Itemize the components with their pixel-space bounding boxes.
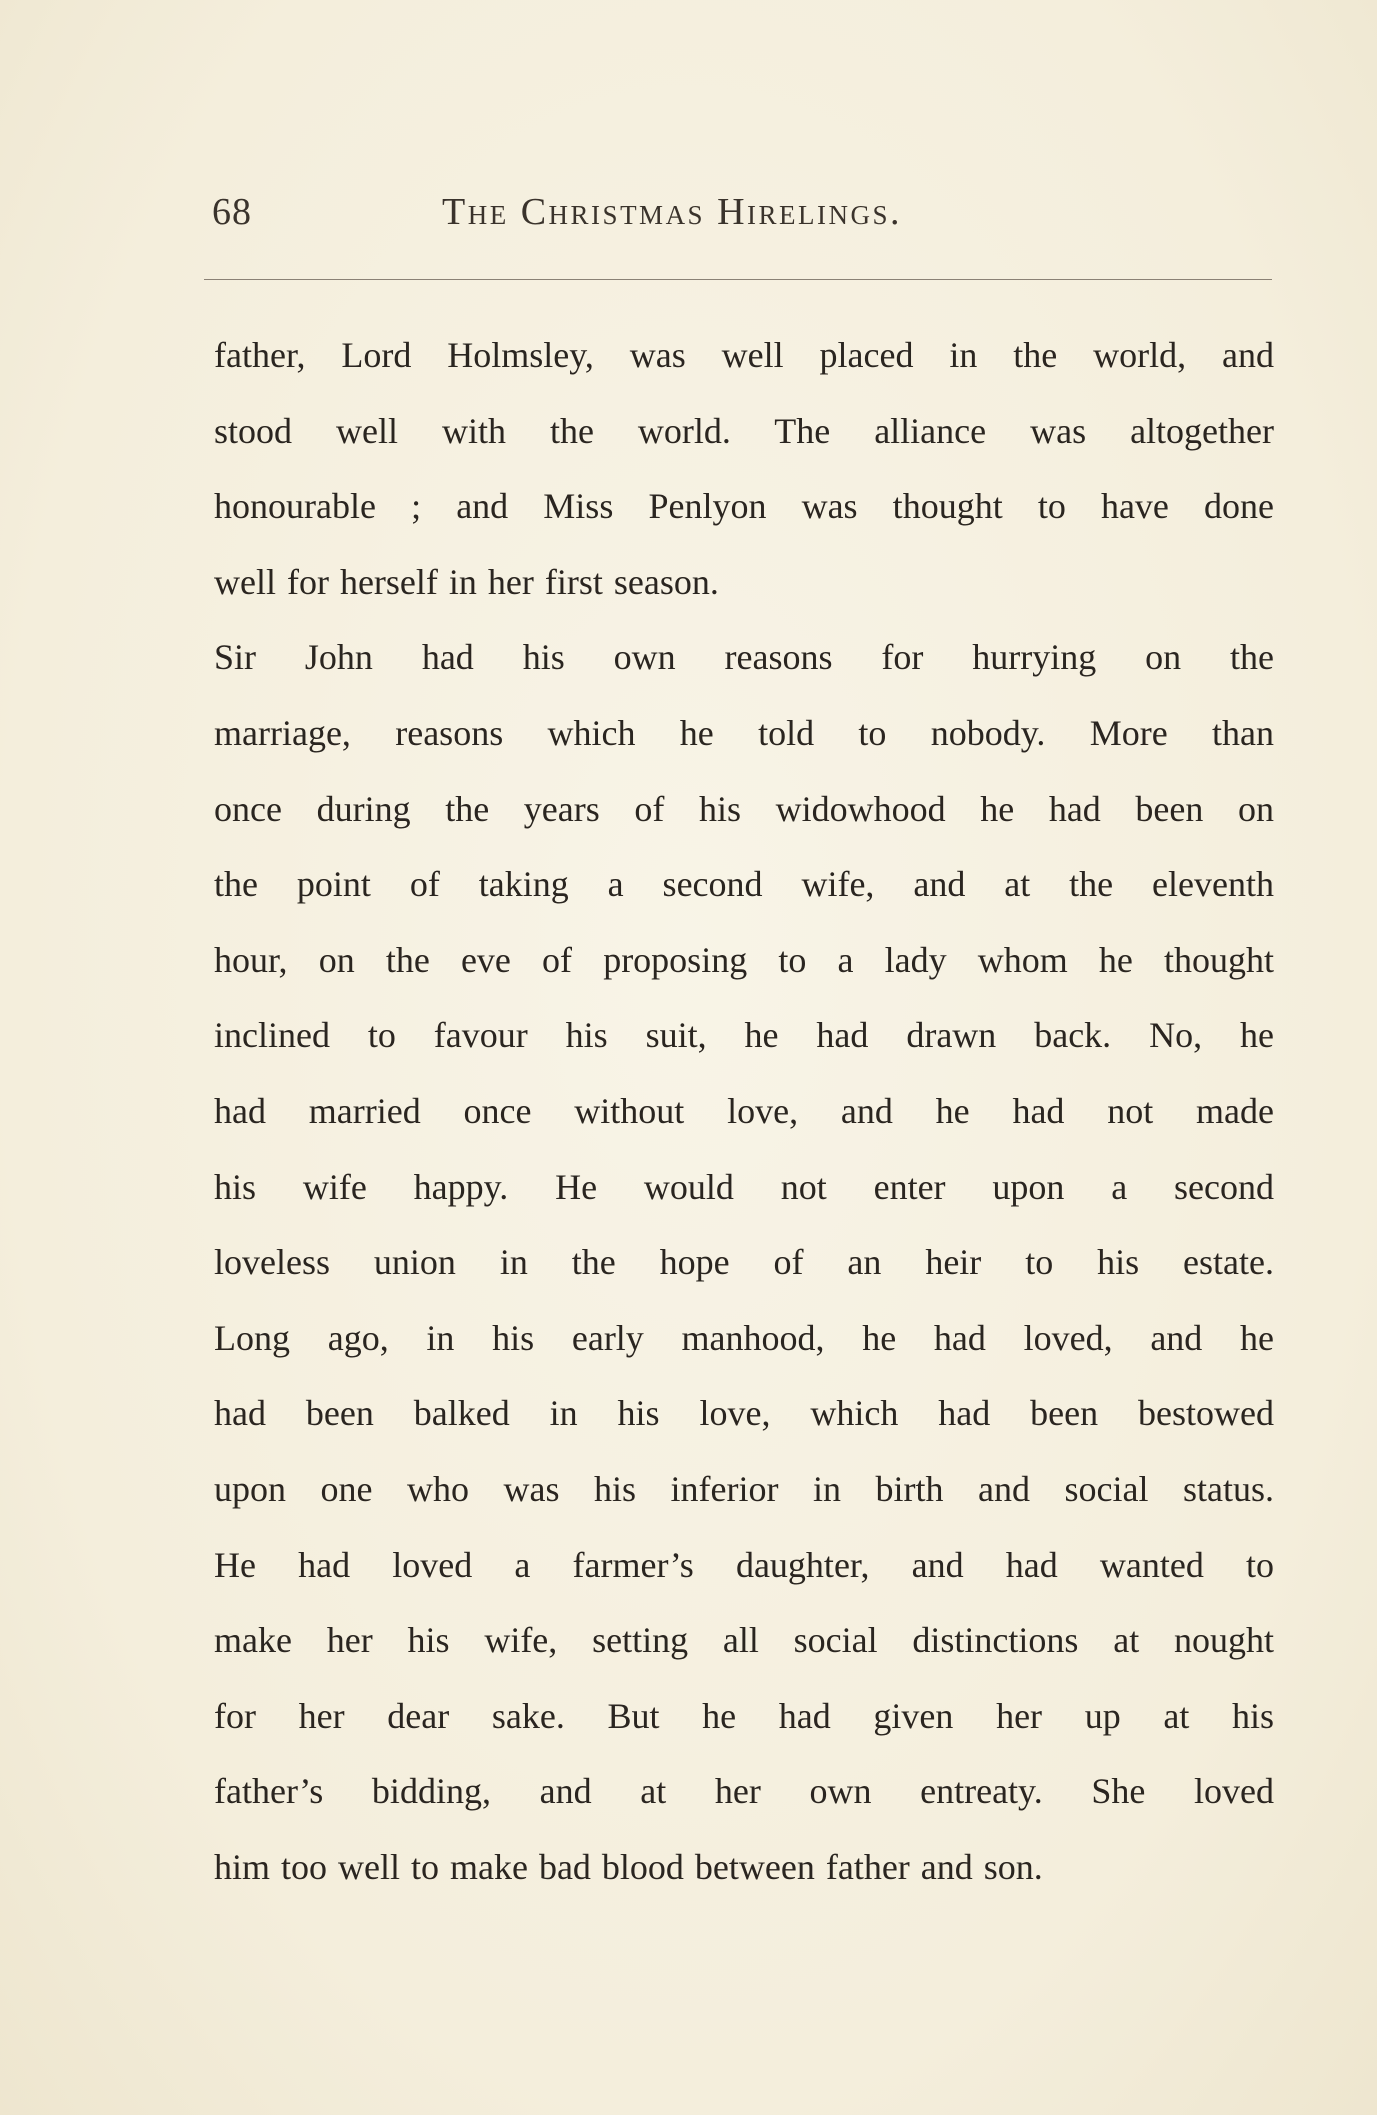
text-line: the point of taking a second wife, and at the eleventh (214, 864, 1274, 905)
running-head (212, 190, 1272, 250)
body-text (214, 318, 1274, 1905)
text-line: honourable ; and Miss Penlyon was thought to have done (214, 486, 1274, 527)
text-line: once during the years of his widowhood he had been on (214, 788, 1274, 829)
text-line: father’s bidding, and at her own entreaty. She loved (214, 1771, 1274, 1812)
text-line: loveless union in the hope of an heir to his estate. (214, 1242, 1274, 1283)
text-line: stood well with the world. The alliance was altogether (214, 410, 1274, 451)
text-line: He had loved a farmer’s daughter, and had wanted to (214, 1544, 1274, 1585)
text-line: upon one who was his inferior in birth and social status. (214, 1468, 1274, 1509)
text-line: hour, on the eve of proposing to a lady whom he thought (214, 939, 1274, 980)
text-line: marriage, reasons which he told to nobody. More than (214, 712, 1274, 753)
text-line: father, Lord Holmsley, was well placed in the world, and (214, 335, 1274, 375)
page-number: 68 (212, 191, 252, 233)
header-rule (204, 279, 1272, 280)
text-line: Long ago, in his early manhood, he had loved, and he (214, 1317, 1274, 1358)
text-line: inclined to favour his suit, he had drawn back. No, he (214, 1015, 1274, 1056)
text-line: had married once without love, and he had not made (214, 1090, 1274, 1131)
text-line-paragraph-end: him too well to make bad blood between father and son. (214, 1846, 1043, 1887)
text-line: make her his wife, setting all social distinctions at nought (214, 1620, 1274, 1661)
text-line: for her dear sake. But he had given her up at his (214, 1695, 1274, 1736)
text-line: had been balked in his love, which had been bestowed (214, 1393, 1274, 1434)
text-line: his wife happy. He would not enter upon a second (214, 1166, 1274, 1207)
running-title: The Christmas Hirelings. (442, 191, 903, 233)
text-line-paragraph-start: Sir John had his own reasons for hurrying on the (214, 637, 1274, 678)
text-line-paragraph-end: well for herself in her first season. (214, 561, 719, 602)
